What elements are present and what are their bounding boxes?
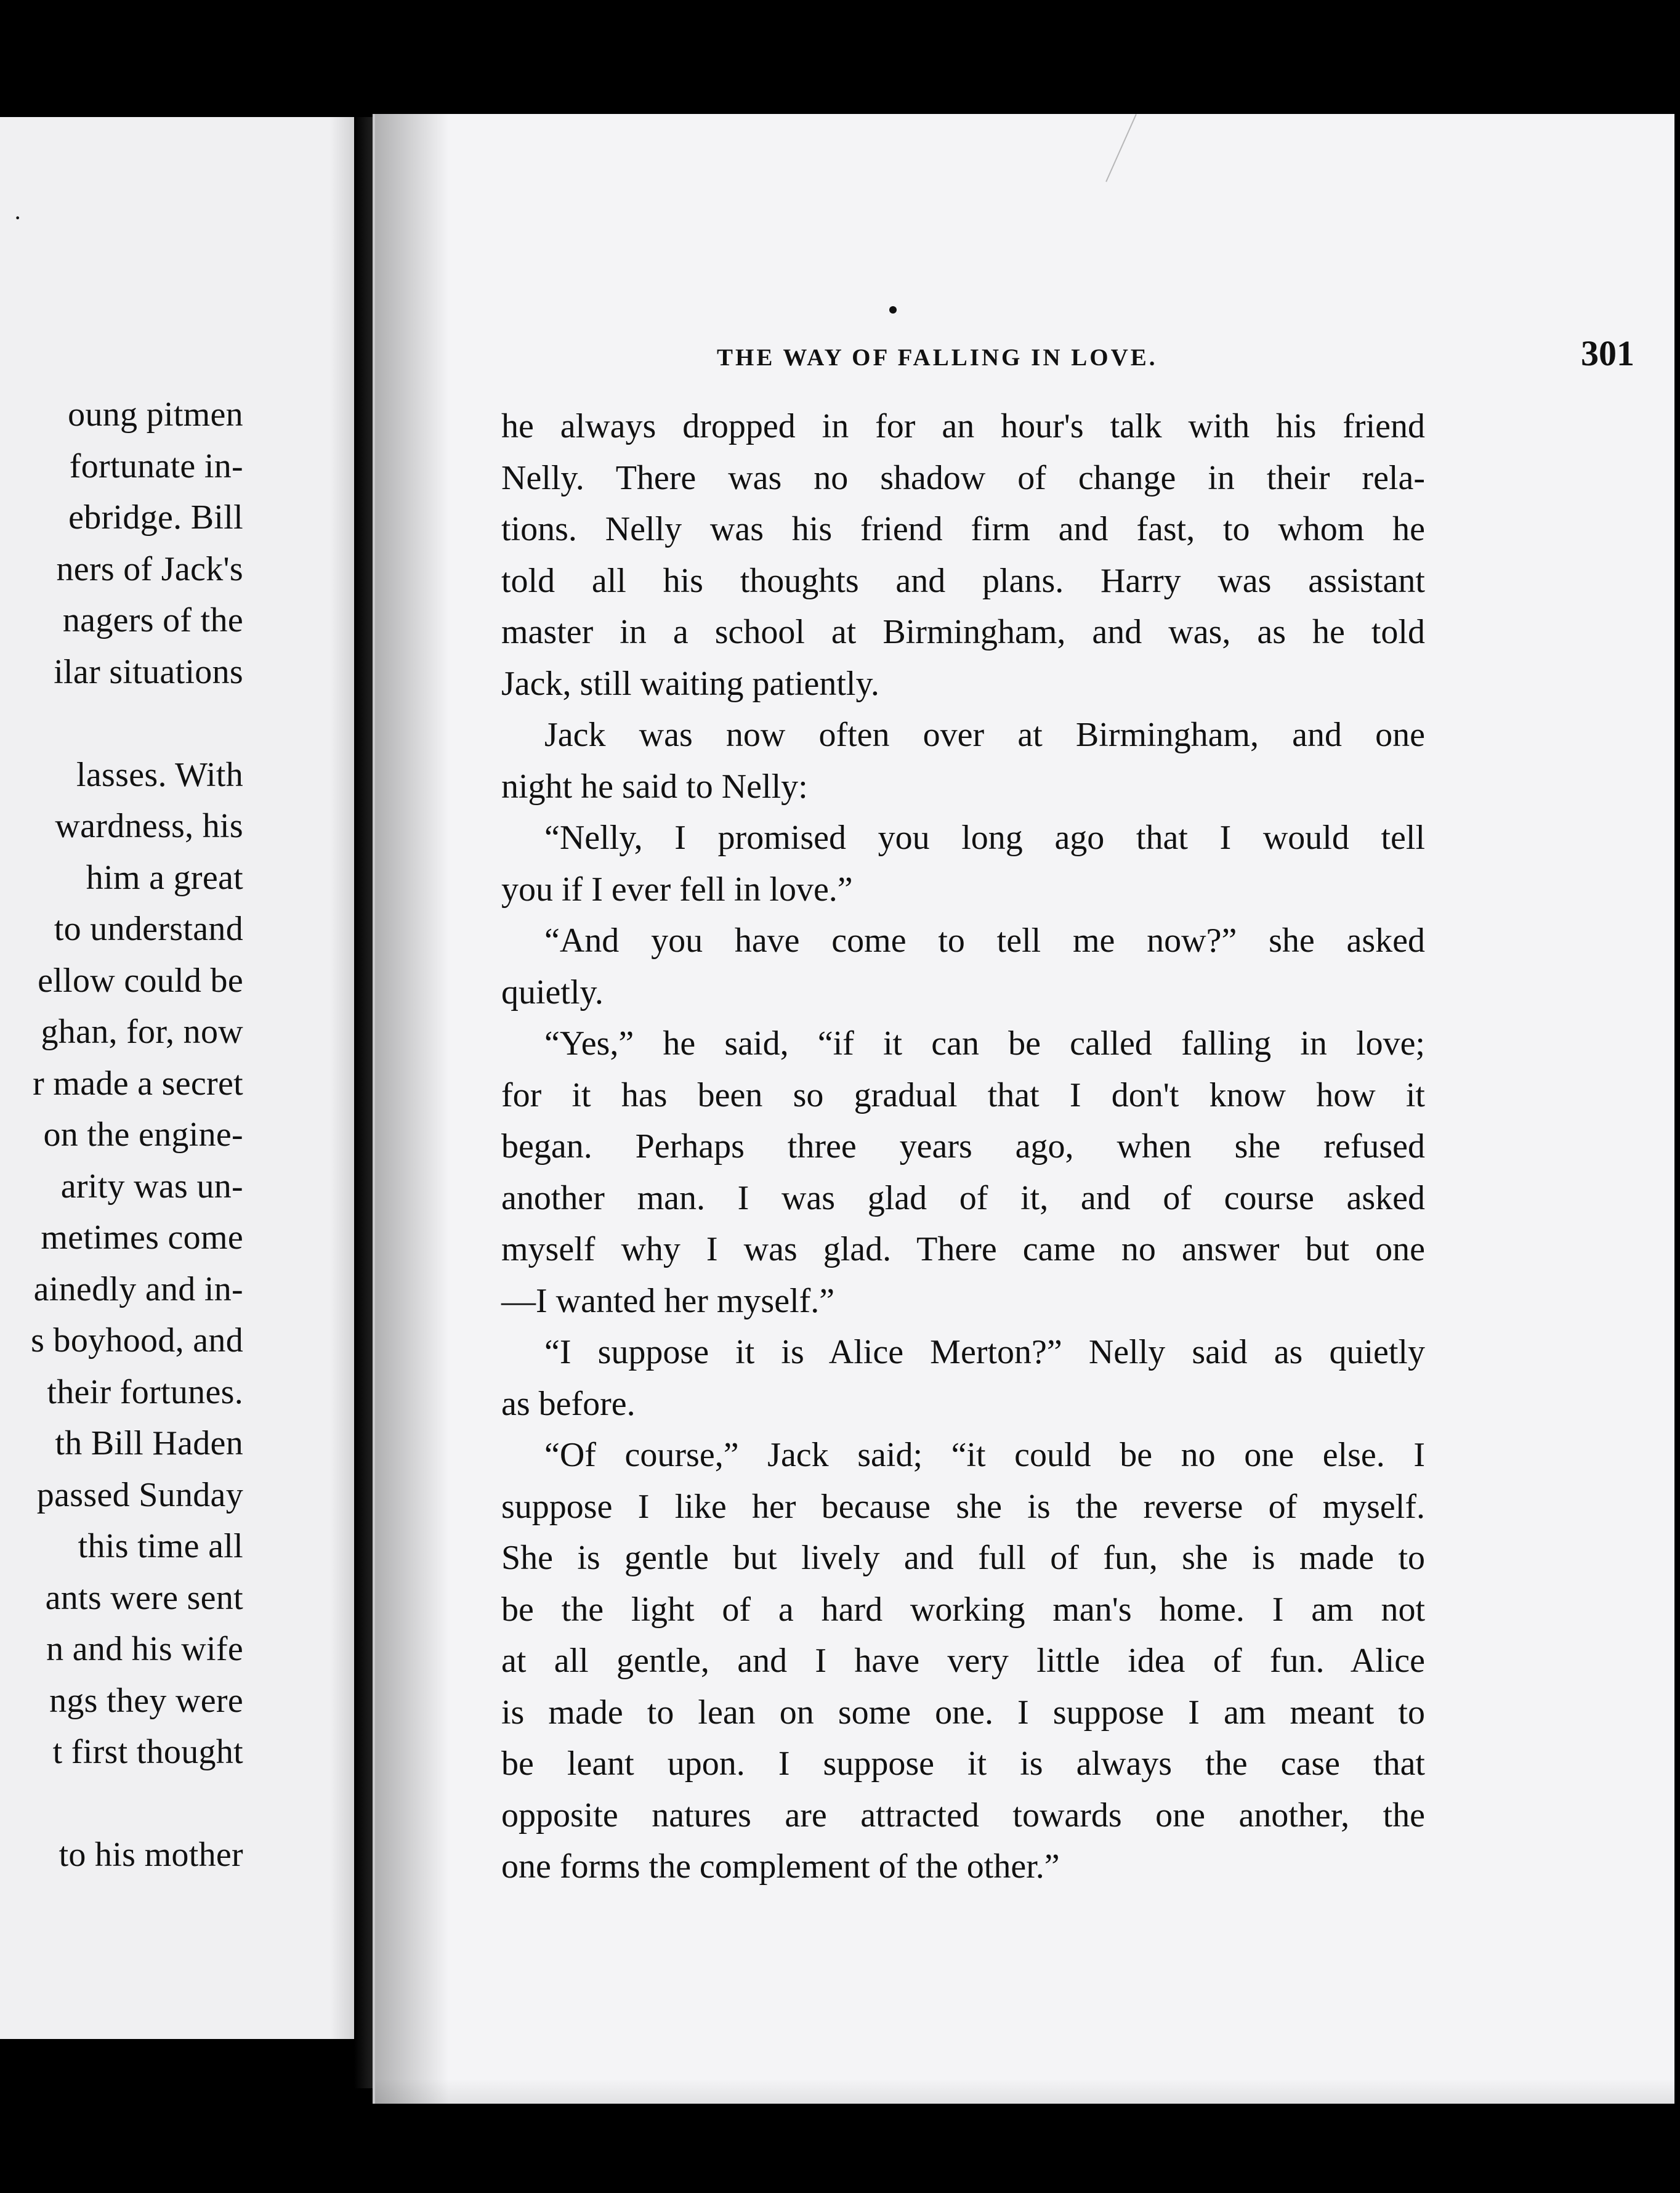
left-text-line: ilar situations xyxy=(54,652,243,691)
left-text-line: this time all xyxy=(78,1527,243,1565)
text-line: tions. Nelly was his friend firm and fast, to whom he xyxy=(501,510,1425,548)
text-line: suppose I like her because she is the reverse of myself. xyxy=(501,1487,1425,1526)
text-line: —I wanted her myself.” xyxy=(501,1281,835,1320)
text-line: at all gentle, and I have very little idea of fun. Alice xyxy=(501,1642,1425,1680)
ink-dot xyxy=(889,306,897,314)
left-text-line: ants were sent xyxy=(45,1578,243,1617)
text-line: for it has been so gradual that I don't know how it xyxy=(501,1076,1425,1114)
left-text-line: ebridge. Bill xyxy=(68,498,243,537)
left-text-line: n and his wife xyxy=(46,1630,243,1668)
text-line: master in a school at Birmingham, and was, as he told xyxy=(501,613,1425,651)
left-text-line: ellow could be xyxy=(38,961,243,1000)
text-line: he always dropped in for an hour's talk with his friend xyxy=(501,407,1425,445)
left-text-line: ghan, for, now xyxy=(41,1013,243,1051)
text-line: opposite natures are attracted towards one another, the xyxy=(501,1796,1425,1834)
right-page xyxy=(373,114,1674,2104)
bottom-shadow xyxy=(375,2079,1674,2104)
text-line: myself why I was glad. There came no answer but one xyxy=(501,1230,1425,1268)
left-text-line: arity was un- xyxy=(60,1167,243,1206)
left-text-line: s boyhood, and xyxy=(31,1321,243,1360)
left-text-line: metimes come xyxy=(41,1218,243,1257)
left-text-line: nagers of the xyxy=(62,601,243,639)
text-line: “Of course,” Jack said; “it could be no one else. I xyxy=(544,1436,1425,1474)
page-header xyxy=(717,333,1641,388)
left-text-line: to understand xyxy=(54,910,243,948)
text-line: is made to lean on some one. I suppose I am meant to xyxy=(501,1693,1425,1732)
text-line: “Yes,” he said, “if it can be called falling in love; xyxy=(544,1024,1425,1063)
left-text-line: ainedly and in- xyxy=(33,1270,243,1308)
left-text-line: r made a secret xyxy=(33,1064,243,1103)
running-head: THE WAY OF FALLING IN LOVE. xyxy=(717,344,1158,371)
text-line: another man. I was glad of it, and of course asked xyxy=(501,1178,1425,1217)
text-line: Nelly. There was no shadow of change in their rela- xyxy=(501,458,1425,497)
left-text-line: to his mother xyxy=(59,1836,243,1874)
left-text-line: oung pitmen xyxy=(68,395,243,434)
text-line: quietly. xyxy=(501,973,604,1011)
left-text-line: passed Sunday xyxy=(36,1475,243,1514)
left-text-line: their fortunes. xyxy=(47,1372,243,1411)
text-line: be leant upon. I suppose it is always the case that xyxy=(501,1745,1425,1783)
text-line: She is gentle but lively and full of fun, she is made to xyxy=(501,1539,1425,1577)
left-gutter-shadow xyxy=(329,117,354,2039)
text-line: night he said to Nelly: xyxy=(501,767,808,806)
page-crease xyxy=(1105,114,1140,184)
text-line: Jack was now often over at Birmingham, and one xyxy=(544,716,1425,754)
left-text-line: him a great xyxy=(86,858,243,897)
gutter-shadow xyxy=(375,114,449,2104)
left-text-line: on the engine- xyxy=(43,1116,243,1154)
text-line: “I suppose it is Alice Merton?” Nelly said as quietly xyxy=(544,1333,1425,1371)
text-line: as before. xyxy=(501,1384,636,1423)
left-text-line: lasses. With xyxy=(76,755,243,794)
left-text-line: t first thought xyxy=(52,1733,243,1771)
left-page-mark: · xyxy=(14,204,22,232)
left-page xyxy=(0,117,354,2039)
left-text-line: wardness, his xyxy=(55,807,243,845)
text-line: “And you have come to tell me now?” she asked xyxy=(544,922,1425,960)
text-line: one forms the complement of the other.” xyxy=(501,1847,1060,1886)
text-line: began. Perhaps three years ago, when she refused xyxy=(501,1127,1425,1165)
left-text-line: fortunate in- xyxy=(69,447,243,485)
text-line: be the light of a hard working man's home. I am not xyxy=(501,1590,1425,1629)
left-text-line: th Bill Haden xyxy=(55,1424,243,1462)
left-text-line: ners of Jack's xyxy=(56,549,243,588)
left-text-line: ngs they were xyxy=(49,1681,243,1720)
text-line: you if I ever fell in love.” xyxy=(501,870,853,909)
text-line: “Nelly, I promised you long ago that I would tell xyxy=(544,819,1425,857)
text-line: told all his thoughts and plans. Harry was assistant xyxy=(501,561,1425,600)
page-number: 301 xyxy=(1581,333,1634,373)
text-line: Jack, still waiting patiently. xyxy=(501,664,879,703)
